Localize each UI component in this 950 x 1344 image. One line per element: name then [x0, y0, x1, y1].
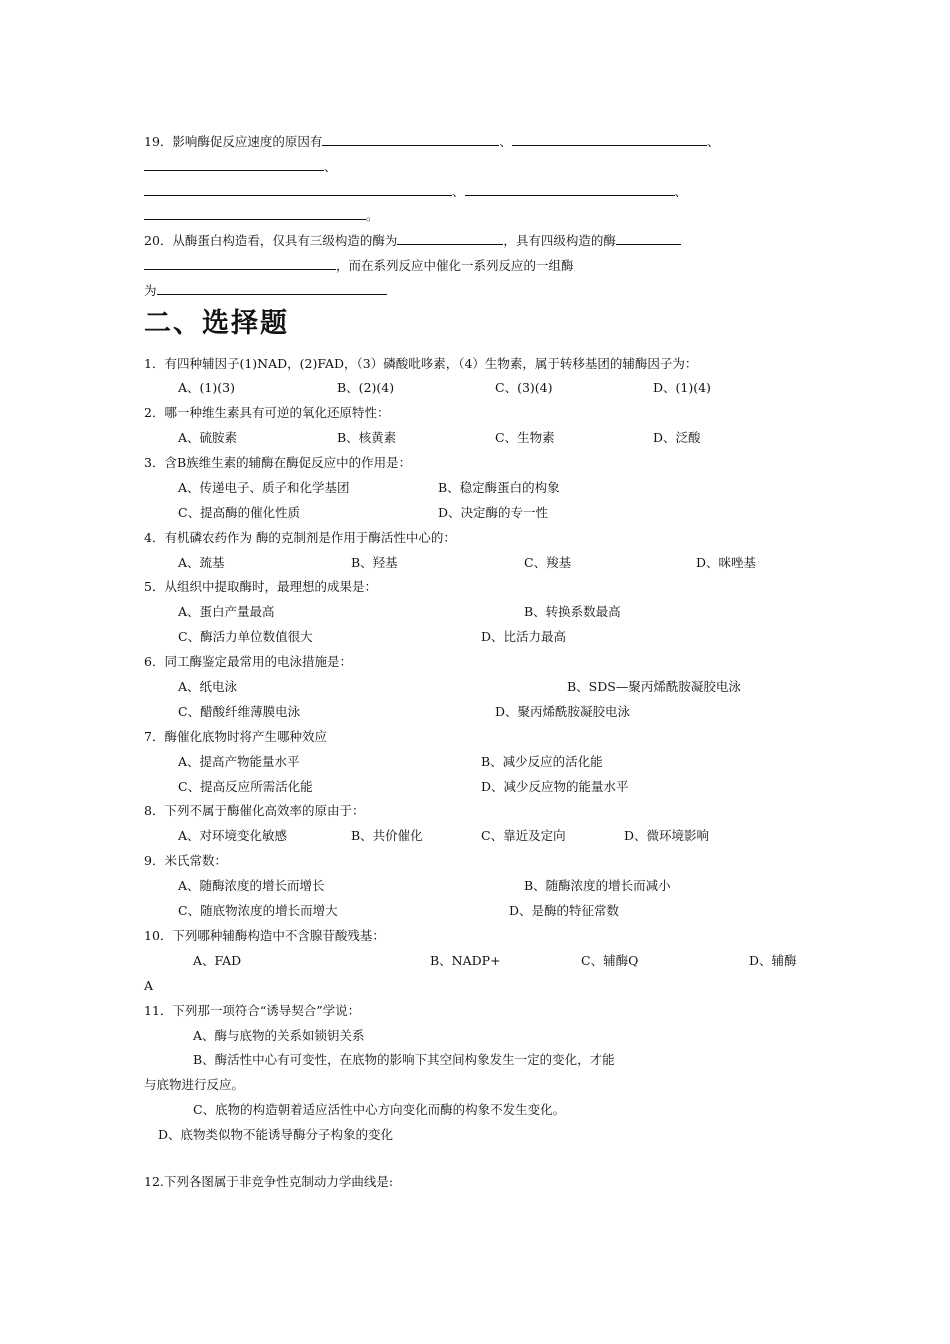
q6-option-b[interactable]: B、SDS—聚丙烯酰胺凝胶电泳	[567, 679, 741, 694]
section-title: 二、选择题	[144, 308, 289, 339]
q3-stem: 3．含B族维生素的辅酶在酶促反应中的作用是：	[144, 455, 412, 470]
q5-option-d[interactable]: D、比活力最高	[481, 629, 567, 644]
q6-stem: 6．同工酶鉴定最常用的电泳措施是：	[144, 654, 352, 669]
q8-option-b[interactable]: B、共价催化	[351, 828, 423, 843]
q2-option-c[interactable]: C、生物素	[495, 430, 555, 445]
q6-option-a[interactable]: A、纸电泳	[178, 679, 238, 694]
q11-option-c[interactable]: C、底物的构造朝着适应活性中心方向变化而酶的构象不发生变化。	[193, 1102, 566, 1117]
q20-line-2: ，而在系列反应中催化一系列反应的一组酶	[144, 257, 574, 274]
q19-blank-4[interactable]	[144, 183, 452, 196]
q12-stem: 12.下列各图属于非竞争性克制动力学曲线是:	[144, 1174, 394, 1189]
q10-stem: 10．下列哪种辅酶构造中不含腺苷酸残基：	[144, 928, 385, 943]
q6-option-c[interactable]: C、醋酸纤维薄膜电泳	[178, 704, 301, 719]
q10-option-d[interactable]: D、辅酶	[749, 953, 797, 968]
q9-option-b[interactable]: B、随酶浓度的增长而减小	[524, 878, 671, 893]
q20-line-1: 20．从酶蛋白构造看，仅具有三级构造的酶为 ，具有四级构造的酶	[144, 232, 681, 249]
q1-option-d[interactable]: D、(1)(4)	[653, 380, 711, 395]
q3-option-b[interactable]: B、稳定酶蛋白的构象	[438, 480, 560, 495]
q1-stem: 1．有四种辅因子(1)NAD，(2)FAD，（3）磷酸吡哆素，（4）生物素，属于转移基团的辅酶因子为：	[144, 356, 698, 371]
q5-option-a[interactable]: A、蛋白产量最高	[178, 604, 275, 619]
q9-option-a[interactable]: A、随酶浓度的增长而增长	[178, 878, 325, 893]
q6-option-d[interactable]: D、聚丙烯酰胺凝胶电泳	[495, 704, 631, 719]
q11-stem: 11．下列那一项符合“诱导契合”学说：	[144, 1003, 361, 1018]
q2-option-d[interactable]: D、泛酸	[653, 430, 701, 445]
q7-stem: 7．酶催化底物时将产生哪种效应	[144, 729, 327, 744]
q2-stem: 2．哪一种维生素具有可逆的氧化还原特性：	[144, 405, 390, 420]
q11-option-b-continued: 与底物进行反应。	[144, 1077, 245, 1092]
q8-option-d[interactable]: D、微环境影响	[624, 828, 710, 843]
q8-option-a[interactable]: A、对环境变化敏感	[178, 828, 288, 843]
q11-option-a[interactable]: A、酶与底物的关系如锁钥关系	[193, 1028, 365, 1043]
q11-option-d[interactable]: D、底物类似物不能诱导酶分子构象的变化	[158, 1127, 394, 1142]
q7-option-d[interactable]: D、减少反应物的能量水平	[481, 779, 629, 794]
q3-option-d[interactable]: D、决定酶的专一性	[438, 505, 549, 520]
q9-option-d[interactable]: D、是酶的特征常数	[509, 903, 620, 918]
q4-stem: 4．有机磷农药作为 酶的克制剂是作用于酶活性中心的：	[144, 530, 456, 545]
q19-line-2: 、	[144, 158, 337, 175]
q4-option-c[interactable]: C、羧基	[524, 555, 572, 570]
q19-blank-2[interactable]	[512, 133, 707, 146]
q19-blank-1[interactable]	[322, 133, 499, 146]
q5-stem: 5．从组织中提取酶时，最理想的成果是：	[144, 579, 377, 594]
q4-option-a[interactable]: A、巯基	[178, 555, 225, 570]
q1-option-c[interactable]: C、(3)(4)	[495, 380, 553, 395]
q20-blank-1[interactable]	[397, 232, 503, 245]
q7-option-c[interactable]: C、提高反应所需活化能	[178, 779, 313, 794]
q9-stem: 9．米氏常数：	[144, 853, 227, 868]
q4-option-d[interactable]: D、咪唑基	[696, 555, 757, 570]
q10-option-b[interactable]: B、NADP+	[430, 953, 501, 968]
q5-option-c[interactable]: C、酶活力单位数值很大	[178, 629, 313, 644]
q8-stem: 8．下列不属于酶催化高效率的原由于：	[144, 803, 365, 818]
q20-blank-3[interactable]	[144, 257, 336, 270]
q1-option-b[interactable]: B、(2)(4)	[337, 380, 395, 395]
q10-option-c[interactable]: C、辅酶Q	[581, 953, 639, 968]
q10-option-d-continued: A	[144, 978, 154, 993]
q20-blank-4[interactable]	[157, 282, 387, 295]
q8-option-c[interactable]: C、靠近及定向	[481, 828, 566, 843]
q7-option-a[interactable]: A、提高产物能量水平	[178, 754, 300, 769]
q19-blank-5[interactable]	[465, 183, 675, 196]
q19-line-3: 、 、	[144, 183, 687, 200]
q10-option-a[interactable]: A、FAD	[193, 953, 242, 968]
q20-line-3: 为	[144, 282, 387, 299]
q3-option-c[interactable]: C、提高酶的催化性质	[178, 505, 301, 520]
q1-option-a[interactable]: A、(1)(3)	[178, 380, 235, 395]
q11-option-b[interactable]: B、酶活性中心有可变性，在底物的影响下其空间构象发生一定的变化，才能	[193, 1052, 615, 1067]
q9-option-c[interactable]: C、随底物浓度的增长而增大	[178, 903, 338, 918]
q7-option-b[interactable]: B、减少反应的活化能	[481, 754, 603, 769]
q19-blank-6[interactable]	[144, 207, 366, 220]
q5-option-b[interactable]: B、转换系数最高	[524, 604, 621, 619]
q4-option-b[interactable]: B、羟基	[351, 555, 398, 570]
q20-blank-2[interactable]	[616, 232, 681, 245]
q19-line-4: 。	[144, 207, 379, 224]
q2-option-a[interactable]: A、硫胺素	[178, 430, 238, 445]
q19-blank-3[interactable]	[144, 158, 324, 171]
q3-option-a[interactable]: A、传递电子、质子和化学基团	[178, 480, 350, 495]
q2-option-b[interactable]: B、核黄素	[337, 430, 397, 445]
q19-line-1: 19．影响酶促反应速度的原因有 、 、	[144, 134, 720, 149]
